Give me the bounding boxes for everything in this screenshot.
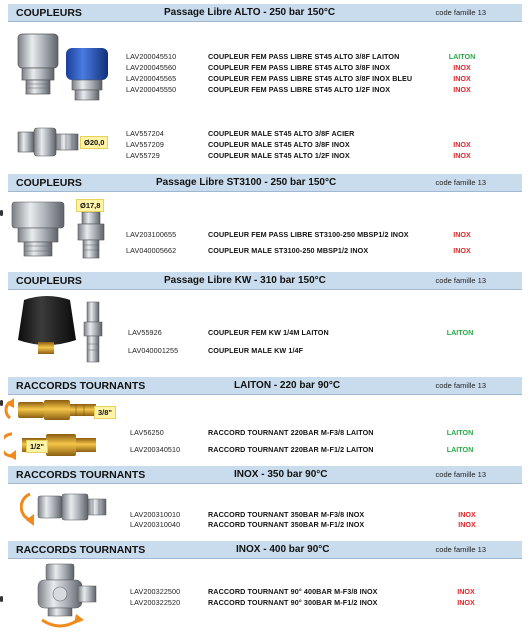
table-row [0,597,530,608]
table-row [0,229,530,240]
material-badge: INOX [453,74,471,83]
section-subtitle: INOX - 350 bar 90°C [234,469,328,480]
section-subtitle: Passage Libre KW - 310 bar 150°C [164,275,326,286]
table-row [0,51,530,62]
material-badge: INOX [453,140,471,149]
product-reference: LAV55729 [126,151,160,160]
product-reference: LAV200322500 [130,587,181,596]
section-category: RACCORDS TOURNANTS [16,380,146,392]
table-row [0,150,530,161]
table-row [0,128,530,139]
product-reference: LAV55926 [128,328,162,337]
section-category: RACCORDS TOURNANTS [16,544,146,556]
section-family-code: code famille 13 [435,545,486,554]
table-row [0,327,530,338]
product-description: COUPLEUR FEM PASS LIBRE ST3100-250 MBSP1/2 INOX [208,230,409,239]
material-badge: LAITON [446,445,474,454]
product-reference: LAV200310010 [130,510,181,519]
table-row [0,245,530,256]
section-header-raccords-inox-350 [8,466,522,484]
section-header-raccords-inox-400 [8,541,522,559]
product-reference: LAV200045560 [126,63,177,72]
product-description: COUPLEUR MALE ST45 ALTO 3/8F ACIER [208,129,355,138]
material-badge: LAITON [446,328,474,337]
product-reference: LAV200045550 [126,85,177,94]
product-description: RACCORD TOURNANT 90° 400BAR M-F3/8 INOX [208,587,378,596]
thread-size-tag: 3/8" [94,406,116,419]
section-subtitle: INOX - 400 bar 90°C [236,544,330,555]
table-row [0,427,530,438]
diameter-tag: Ø20,0 [80,136,108,149]
material-badge: INOX [458,520,476,529]
section-category: COUPLEURS [16,275,82,287]
product-reference: LAV56250 [130,428,164,437]
product-reference: LAV200045565 [126,74,177,83]
section-header-coupleurs-kw [8,272,522,290]
section-family-code: code famille 13 [435,276,486,285]
table-row [0,62,530,73]
product-description: RACCORD TOURNANT 350BAR M-F1/2 INOX [208,520,365,529]
table-row [0,84,530,95]
material-badge: INOX [457,587,475,596]
product-description: COUPLEUR FEM KW 1/4M LAITON [208,328,329,337]
table-row [0,444,530,455]
table-row [0,586,530,597]
section-family-code: code famille 13 [435,470,486,479]
product-reference: LAV200045510 [126,52,177,61]
section-header-coupleurs-st3100 [8,174,522,192]
product-description: RACCORD TOURNANT 90° 300BAR M-F1/2 INOX [208,598,378,607]
section-subtitle: Passage Libre ST3100 - 250 bar 150°C [156,177,337,188]
table-row [0,73,530,84]
section-family-code: code famille 13 [435,381,486,390]
product-description: COUPLEUR FEM PASS LIBRE ST45 ALTO 3/8F LAITON [208,52,400,61]
section-family-code: code famille 13 [435,178,486,187]
material-badge: INOX [453,151,471,160]
product-reference: LAV557204 [126,129,164,138]
page-margin-mark [0,210,3,216]
product-reference: LAV203100655 [126,230,177,239]
material-badge: INOX [453,230,471,239]
section-subtitle: Passage Libre ALTO - 250 bar 150°C [164,7,336,18]
product-reference: LAV200310040 [130,520,181,529]
brass-swivel-3-8-image [4,396,100,424]
material-badge: INOX [453,85,471,94]
product-description: RACCORD TOURNANT 350BAR M-F3/8 INOX [208,510,365,519]
section-subtitle: LAITON - 220 bar 90°C [234,380,341,391]
material-badge: INOX [458,510,476,519]
product-description: COUPLEUR MALE ST45 ALTO 1/2F INOX [208,151,350,160]
diameter-tag: Ø17,8 [76,199,104,212]
table-row [0,519,530,530]
section-category: COUPLEURS [16,177,82,189]
product-description: COUPLEUR FEM PASS LIBRE ST45 ALTO 1/2F INOX [208,85,391,94]
section-category: RACCORDS TOURNANTS [16,469,146,481]
product-reference: LAV200322520 [130,598,181,607]
product-description: COUPLEUR MALE ST45 ALTO 3/8F INOX [208,140,350,149]
product-reference: LAV200340510 [130,445,181,454]
table-row [0,139,530,150]
product-reference: LAV557209 [126,140,164,149]
material-badge: INOX [453,246,471,255]
section-category: COUPLEURS [16,7,82,19]
product-description: RACCORD TOURNANT 220BAR M-F1/2 LAITON [208,445,374,454]
product-description: COUPLEUR FEM PASS LIBRE ST45 ALTO 3/8F INOX BLEU [208,74,413,83]
material-badge: LAITON [446,428,474,437]
product-description: RACCORD TOURNANT 220BAR M-F3/8 LAITON [208,428,374,437]
product-description: COUPLEUR MALE ST3100-250 MBSP1/2 INOX [208,246,369,255]
thread-size-tag: 1/2" [26,440,48,453]
page-margin-mark [0,400,3,406]
section-header-coupleurs-alto [8,4,522,22]
material-badge: INOX [453,63,471,72]
section-family-code: code famille 13 [435,8,486,17]
section-header-raccords-laiton [8,377,522,395]
product-description: COUPLEUR MALE KW 1/4F [208,346,304,355]
product-reference: LAV040005662 [126,246,177,255]
product-reference: LAV040001255 [128,346,179,355]
table-row [0,345,530,356]
material-badge: INOX [457,598,475,607]
product-description: COUPLEUR FEM PASS LIBRE ST45 ALTO 3/8F INOX [208,63,391,72]
material-badge: LAITON [448,52,476,61]
